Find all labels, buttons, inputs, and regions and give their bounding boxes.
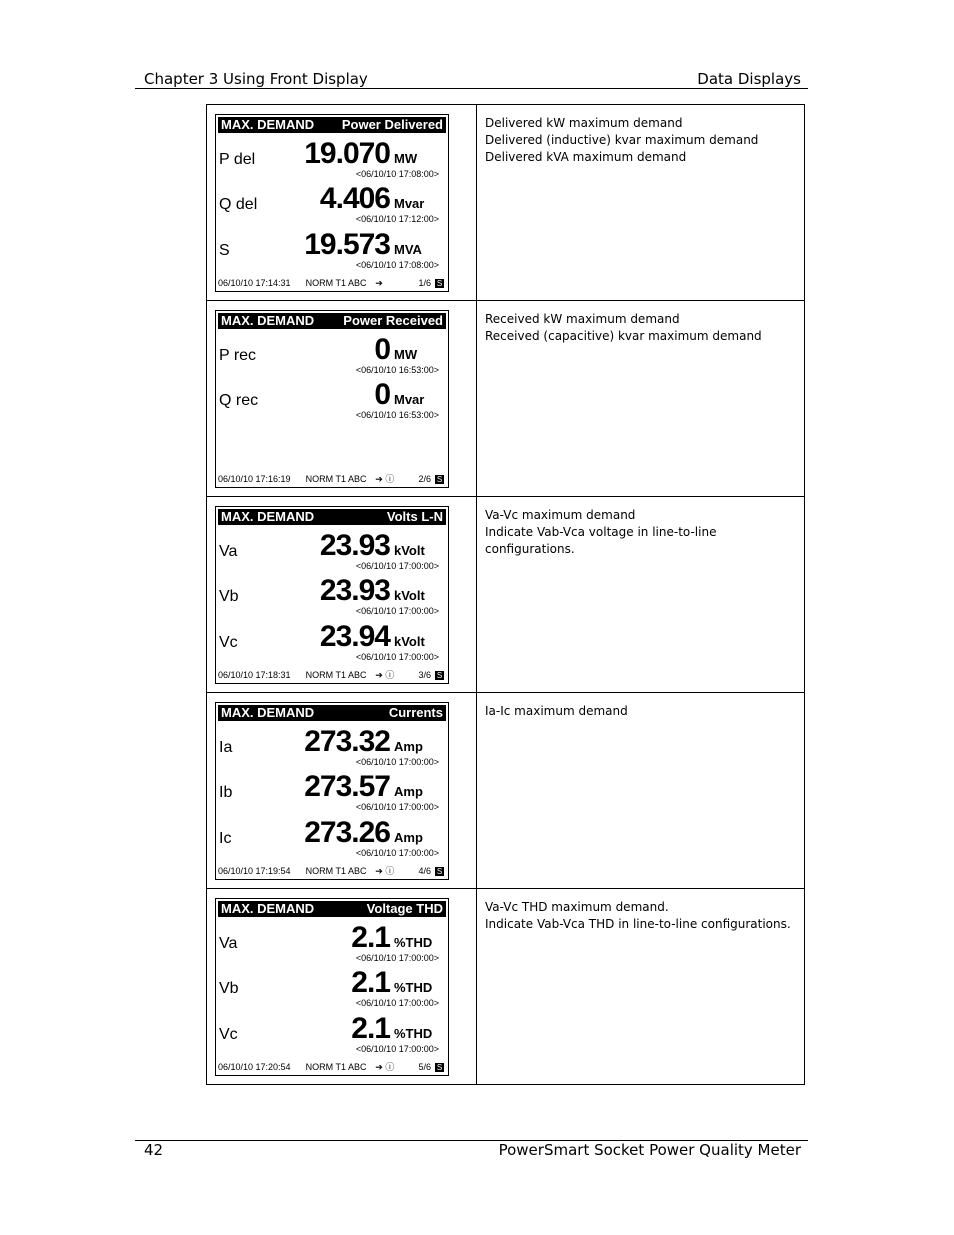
measurement-line (216, 620, 448, 664)
measurement-line (216, 333, 448, 377)
measurement-timestamp: <06/10/10 16:53:00> (355, 365, 439, 375)
description-line: Va-Vc THD maximum demand. (485, 900, 669, 914)
measurement-unit: Mvar (394, 392, 425, 407)
measurement-timestamp: <06/10/10 17:00:00> (355, 757, 439, 767)
screen-cell (207, 693, 477, 888)
measurement-label: Vb (219, 980, 239, 997)
measurement-label: Vc (219, 1026, 238, 1043)
status-mode: NORM T1 ABC (305, 278, 367, 288)
measurement-unit: kVolt (394, 588, 425, 603)
measurement-unit: kVolt (394, 543, 425, 558)
measurement-value: 23.94 (319, 620, 390, 653)
table-row (207, 105, 804, 301)
measurement-line (216, 921, 448, 965)
screen-cell (207, 105, 477, 300)
measurement-timestamp: <06/10/10 17:00:00> (355, 998, 439, 1008)
lcd-title-left: MAX. DEMAND (221, 509, 315, 524)
measurement-timestamp: <06/10/10 17:12:00> (355, 214, 439, 224)
chapter-header: Chapter 3 Using Front Display (144, 70, 368, 88)
lcd-title-right: Power Received (343, 313, 443, 328)
measurement-label: S (219, 242, 230, 259)
lcd-status-bar (218, 277, 444, 289)
description-cell (477, 105, 804, 300)
measurement-unit: %THD (394, 935, 433, 950)
status-datetime: 06/10/10 17:16:19 (218, 474, 291, 484)
measurement-value: 4.406 (319, 182, 390, 215)
lcd-title-right: Voltage THD (366, 901, 443, 916)
measurement-timestamp: <06/10/10 17:00:00> (355, 606, 439, 616)
description-cell (477, 497, 804, 692)
measurement-line (216, 574, 448, 618)
status-mode: NORM T1 ABC (305, 474, 367, 484)
measurement-unit: Amp (394, 784, 423, 799)
measurement-value: 0 (374, 333, 390, 366)
description-line: Indicate Vab-Vca voltage in line-to-line configurations. (485, 525, 717, 556)
measurement-timestamp: <06/10/10 17:00:00> (355, 802, 439, 812)
measurement-line (216, 137, 448, 181)
measurement-label: Ia (219, 739, 233, 756)
table-row (207, 497, 804, 693)
measurement-unit: %THD (394, 980, 433, 995)
section-header: Data Displays (697, 70, 801, 88)
measurement-unit: MVA (394, 242, 422, 257)
measurement-line (216, 182, 448, 226)
status-page: 5/6 (418, 1062, 432, 1072)
status-badge: S (436, 866, 443, 876)
measurement-line (216, 378, 448, 422)
lcd-screen (215, 114, 449, 292)
description-cell (477, 301, 804, 496)
measurement-unit: MW (394, 347, 418, 362)
status-badge: S (436, 474, 443, 484)
description-line: Delivered kVA maximum demand (485, 150, 687, 164)
measurement-label: Ib (219, 784, 233, 801)
lcd-status-bar (218, 473, 444, 485)
document-title: PowerSmart Socket Power Quality Meter (498, 1141, 801, 1159)
status-mode: NORM T1 ABC (305, 866, 367, 876)
measurement-value: 19.070 (304, 137, 390, 170)
lcd-title-left: MAX. DEMAND (221, 901, 315, 916)
measurement-unit: %THD (394, 1026, 433, 1041)
measurement-unit: Amp (394, 830, 423, 845)
lcd-title-bar (218, 705, 446, 721)
measurement-value: 23.93 (319, 529, 390, 562)
measurement-label: Va (219, 935, 238, 952)
measurement-label: Va (219, 543, 238, 560)
lcd-status-bar (218, 865, 444, 877)
measurement-unit: Amp (394, 739, 423, 754)
description-line: Delivered kW maximum demand (485, 116, 683, 130)
measurement-unit: MW (394, 151, 418, 166)
lcd-title-right: Volts L-N (386, 509, 443, 524)
status-icons: ➔ ⓘ (375, 866, 395, 876)
description-line: Delivered (inductive) kvar maximum demand (485, 133, 759, 147)
measurement-unit: Mvar (394, 196, 425, 211)
measurement-value: 2.1 (351, 966, 390, 999)
lcd-screen (215, 702, 449, 880)
status-page: 4/6 (418, 866, 432, 876)
measurement-value: 23.93 (319, 574, 390, 607)
description-cell (477, 693, 804, 888)
description-line: Ia-Ic maximum demand (485, 704, 628, 718)
status-badge: S (436, 1062, 443, 1072)
measurement-timestamp: <06/10/10 16:53:00> (355, 410, 439, 420)
measurement-label: Q del (219, 196, 258, 213)
description-line: Indicate Vab-Vca THD in line-to-line configurations. (485, 917, 791, 931)
lcd-title-right: Currents (388, 705, 443, 720)
lcd-title-bar (218, 117, 446, 133)
screen-cell (207, 301, 477, 496)
measurement-label: Ic (219, 830, 232, 847)
lcd-status-bar (218, 1061, 444, 1073)
status-datetime: 06/10/10 17:19:54 (218, 866, 291, 876)
lcd-screen (215, 506, 449, 684)
header-rule (135, 88, 808, 89)
measurement-value: 2.1 (351, 921, 390, 954)
screen-cell (207, 889, 477, 1084)
measurement-value: 0 (374, 378, 390, 411)
status-datetime: 06/10/10 17:20:54 (218, 1062, 291, 1072)
lcd-status-bar (218, 669, 444, 681)
measurement-timestamp: <06/10/10 17:00:00> (355, 652, 439, 662)
status-icons: ➔ ⓘ (375, 670, 395, 680)
measurement-value: 273.57 (304, 770, 390, 803)
status-page: 1/6 (418, 278, 432, 288)
lcd-screen (215, 898, 449, 1076)
status-icons: ➔ ⓘ (375, 1062, 395, 1072)
table-row (207, 301, 804, 497)
description-line: Received (capacitive) kvar maximum demand (485, 329, 762, 343)
lcd-title-left: MAX. DEMAND (221, 117, 315, 132)
measurement-line (216, 228, 448, 272)
screen-cell (207, 497, 477, 692)
measurement-line (216, 816, 448, 860)
measurement-value: 273.26 (304, 816, 390, 849)
measurement-timestamp: <06/10/10 17:00:00> (355, 561, 439, 571)
lcd-title-bar (218, 313, 446, 329)
measurement-line (216, 1012, 448, 1056)
measurement-value: 2.1 (351, 1012, 390, 1045)
measurement-label: P rec (219, 347, 257, 364)
lcd-screen (215, 310, 449, 488)
status-mode: NORM T1 ABC (305, 670, 367, 680)
lcd-title-bar (218, 509, 446, 525)
measurement-timestamp: <06/10/10 17:08:00> (355, 169, 439, 179)
page-number: 42 (144, 1141, 164, 1159)
status-mode: NORM T1 ABC (305, 1062, 367, 1072)
measurement-timestamp: <06/10/10 17:00:00> (355, 848, 439, 858)
status-badge: S (436, 278, 443, 288)
measurement-label: Q rec (219, 392, 259, 409)
lcd-title-left: MAX. DEMAND (221, 313, 315, 328)
lcd-title-bar (218, 901, 446, 917)
measurement-timestamp: <06/10/10 17:00:00> (355, 953, 439, 963)
measurement-value: 273.32 (304, 725, 390, 758)
measurement-line (216, 966, 448, 1010)
measurement-label: Vc (219, 634, 238, 651)
status-icons: ➔ ⓘ (375, 474, 395, 484)
measurement-label: P del (219, 151, 256, 168)
status-datetime: 06/10/10 17:18:31 (218, 670, 291, 680)
lcd-title-right: Power Delivered (341, 117, 443, 132)
measurement-unit: kVolt (394, 634, 425, 649)
description-line: Va-Vc maximum demand (485, 508, 636, 522)
measurement-line (216, 725, 448, 769)
status-page: 3/6 (418, 670, 432, 680)
description-cell (477, 889, 804, 1084)
measurement-timestamp: <06/10/10 17:00:00> (355, 1044, 439, 1054)
measurement-timestamp: <06/10/10 17:08:00> (355, 260, 439, 270)
status-icons: ➔ (375, 278, 383, 288)
lcd-title-left: MAX. DEMAND (221, 705, 315, 720)
status-badge: S (436, 670, 443, 680)
table-row (207, 889, 804, 1084)
description-line: Received kW maximum demand (485, 312, 680, 326)
measurement-line (216, 529, 448, 573)
table-row (207, 693, 804, 889)
measurement-value: 19.573 (304, 228, 390, 261)
display-table (206, 104, 805, 1085)
status-datetime: 06/10/10 17:14:31 (218, 278, 291, 288)
measurement-label: Vb (219, 588, 239, 605)
status-page: 2/6 (418, 474, 432, 484)
measurement-line (216, 770, 448, 814)
